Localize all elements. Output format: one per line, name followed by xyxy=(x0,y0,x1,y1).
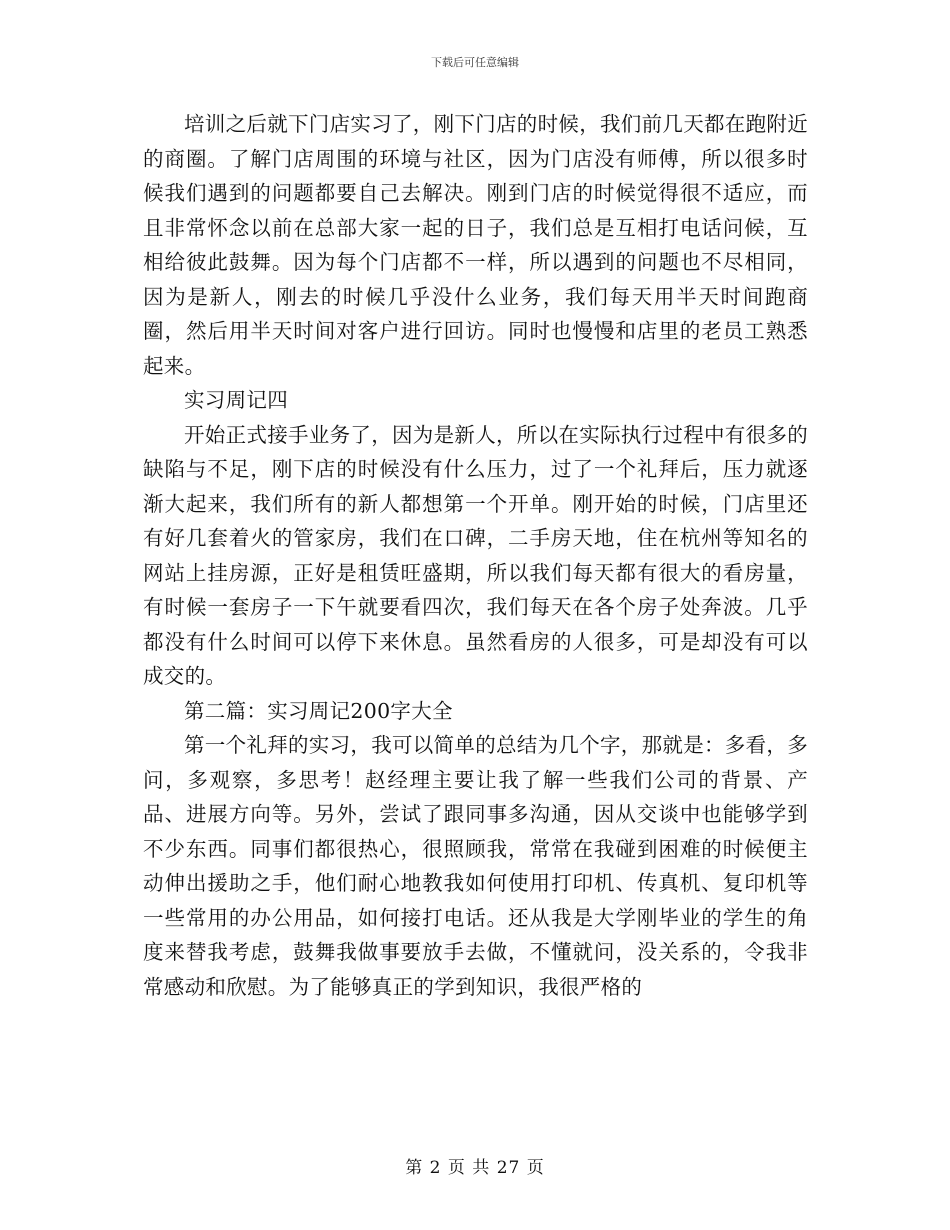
paragraph-internship-store: 培训之后就下门店实习了，刚下门店的时候，我们前几天都在跑附近的商圈。了解门店周围的环境与社区，因为门店没有师傅，所以很多时候我们遇到的问题都要自己去解决。刚到门店的时候觉得很不适应，而且非常怀念以前在总部大家一起的日子，我们总是互相打电话问候，互相给彼此鼓舞。因为每个门店都不一样，所以遇到的问题也不尽相同，因为是新人，刚去的时候几乎没什么业务，我们每天用半天时间跑商圈，然后用半天时间对客户进行回访。同时也慢慢和店里的老员工熟悉起来。 xyxy=(143,112,808,378)
paragraph-business-start: 开始正式接手业务了，因为是新人，所以在实际执行过程中有很多的缺陷与不足，刚下店的时候没有什么压力，过了一个礼拜后，压力就逐渐大起来，我们所有的新人都想第一个开单。刚开始的时候，门店里还有好几套着火的管家房，我们在口碑，二手房天地，住在杭州等知名的网站上挂房源，正好是租赁旺盛期，所以我们每天都有很大的看房量，有时候一套房子一下午就要看四次，我们每天在各个房子处奔波。几乎都没有什么时间可以停下来休息。虽然看房的人很多，可是却没有可以成交的。 xyxy=(143,422,808,688)
section-heading-week-four: 实习周记四 xyxy=(184,388,288,412)
document-body xyxy=(143,107,808,1004)
page-header: 下载后可任意编辑 xyxy=(431,56,519,69)
paragraph-first-week: 第一个礼拜的实习，我可以简单的总结为几个字，那就是：多看，多问，多观察，多思考！赵经理主要让我了解一些我们公司的背景、产品、进展方向等。另外，尝试了跟同事多沟通，因从交谈中也能够学到不少东西。同事们都很热心，很照顾我，常常在我碰到困难的时候便主动伸出援助之手，他们耐心地教我如何使用打印机、传真机、复印机等一些常用的办公用品，如何接打电话。还从我是大学刚毕业的学生的角度来替我考虑，鼓舞我做事要放手去做，不懂就问，没关系的，令我非常感动和欣慰。为了能够真正的学到知识，我很严格的 xyxy=(143,733,808,999)
section-heading-part-two: 第二篇：实习周记200字大全 xyxy=(184,698,453,723)
page-number-footer: 第 2 页 共 27 页 xyxy=(405,1158,545,1178)
